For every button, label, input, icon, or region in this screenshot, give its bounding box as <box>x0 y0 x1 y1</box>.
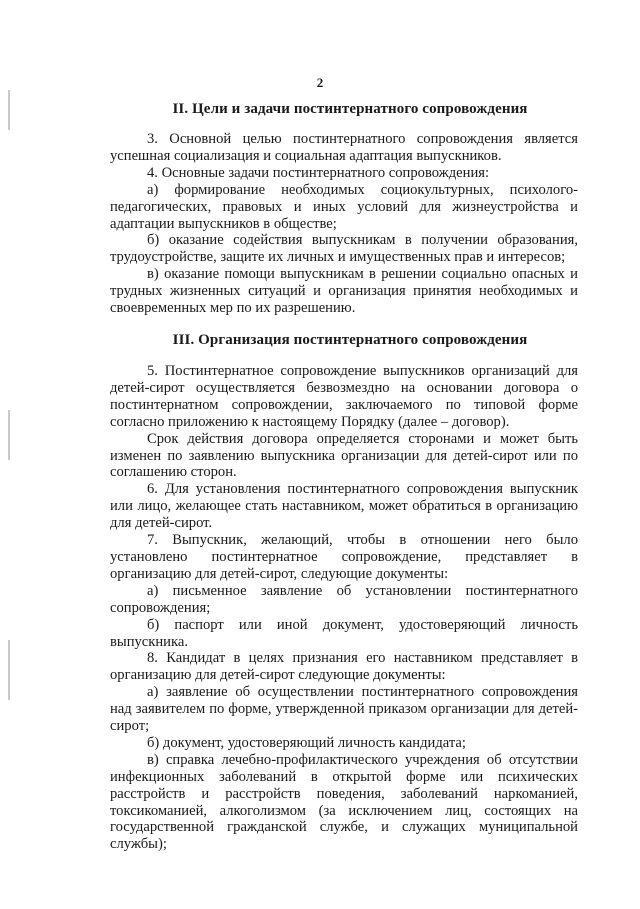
paragraph: б) оказание содействия выпускникам в получении образования, трудоустройстве, защите их личных и имущественных прав и интересов; <box>110 232 578 266</box>
paragraph: а) письменное заявление об установлении постинтернатного сопровождения; <box>110 582 578 616</box>
scan-margin-mark <box>8 410 10 460</box>
paragraph: 3. Основной целью постинтернатного сопровождения является успешная социализация и социальная адаптация выпускников. <box>110 131 578 164</box>
paragraph: в) оказание помощи выпускникам в решении социально опасных и трудных жизненных ситуаций и организация принятия необходимых и своевременных мер по их разрешению. <box>110 266 578 317</box>
paragraph: в) справка лечебно-профилактического учреждения об отсутствии инфекционных заболеваний в открытой форме или психических расстройств и расстройств поведения, заболеваний наркоманией, токсикоманией, алкоголизмом (за исключением лиц, состоящих на государственной гражданской службе, и служащих муниципальной службы); <box>110 751 578 853</box>
scan-margin-mark <box>8 90 10 130</box>
paragraph: а) заявление об осуществлении постинтернатного сопровождения над заявителем по форме, утвержденной приказом организации для детей-сирот; <box>110 684 578 735</box>
section-2-heading: II. Цели и задачи постинтернатного сопровождения <box>172 101 528 117</box>
section-3-heading: III. Организация постинтернатного сопровождения <box>172 332 528 348</box>
section-3-body <box>110 363 578 853</box>
paragraph: 6. Для установления постинтернатного сопровождения выпускник или лицо, желающее стать наставником, может обратиться в организацию для детей-сирот. <box>110 481 578 532</box>
scan-margin-mark <box>8 640 10 700</box>
paragraph: 8. Кандидат в целях признания его наставником представляет в организацию для детей-сирот следующие документы: <box>110 650 578 684</box>
paragraph: Срок действия договора определяется сторонами и может быть изменен по заявлению выпускника организации для детей-сирот или по соглашению сторон. <box>110 430 578 481</box>
paragraph: а) формирование необходимых социокультурных, психолого-педагогических, правовых и иных условий для жизнеустройства и адаптации выпускников в обществе; <box>110 181 578 232</box>
paragraph: 4. Основные задачи постинтернатного сопровождения: <box>147 164 490 181</box>
section-2-body <box>110 131 578 317</box>
paragraph: 5. Постинтернатное сопровождение выпускников организаций для детей-сирот осуществляется безвозмездно на основании договора о постинтернатном сопровождении, заключаемого по типовой форме согласно приложению к настоящему Порядку (далее – договор). <box>110 363 578 430</box>
paragraph: б) паспорт или иной документ, удостоверяющий личность выпускника. <box>110 616 578 650</box>
paragraph: 7. Выпускник, желающий, чтобы в отношении него было установлено постинтернатное сопровождение, представляет в организацию для детей-сирот, следующие документы: <box>110 532 578 582</box>
page-number: 2 <box>316 75 324 90</box>
paragraph: б) документ, удостоверяющий личность кандидата; <box>147 734 466 751</box>
